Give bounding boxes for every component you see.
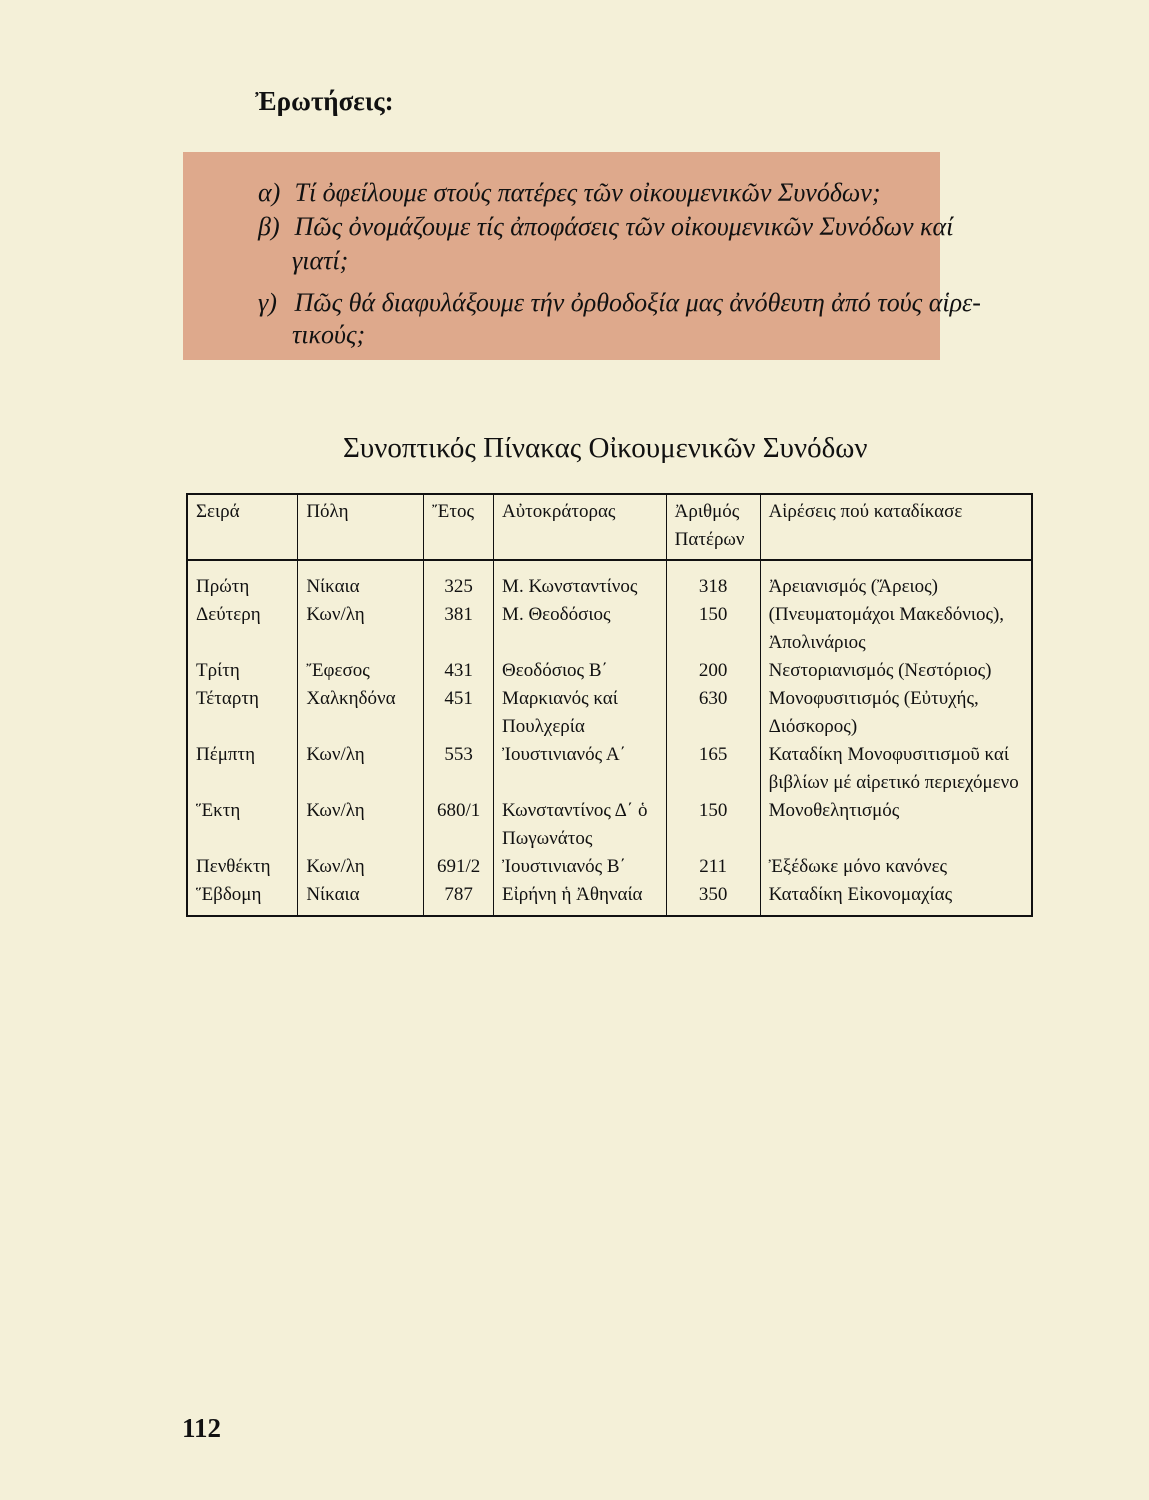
table-row xyxy=(187,797,1032,853)
question-b-label: β) xyxy=(258,212,280,241)
cell-order: Δεύτερη xyxy=(187,601,298,657)
cell-year: 451 xyxy=(424,685,494,741)
cell-city: Νίκαια xyxy=(298,560,424,601)
table-row xyxy=(187,881,1032,916)
cell-heresies: Μονοθελητισμός xyxy=(760,797,1032,853)
cell-city: Κων/λη xyxy=(298,741,424,797)
cell-fathers: 165 xyxy=(666,741,760,797)
cell-heresies: Ἐξέδωκε μόνο κανόνες xyxy=(760,853,1032,881)
cell-order: Ἕκτη xyxy=(187,797,298,853)
cell-fathers: 211 xyxy=(666,853,760,881)
cell-city: Κων/λη xyxy=(298,797,424,853)
header-order: Σειρά xyxy=(187,494,298,560)
cell-fathers: 350 xyxy=(666,881,760,916)
cell-order: Πενθέκτη xyxy=(187,853,298,881)
cell-fathers: 200 xyxy=(666,657,760,685)
table-title: Συνοπτικός Πίνακας Οἰκουμενικῶν Συνόδων xyxy=(343,432,868,464)
cell-fathers: 150 xyxy=(666,601,760,657)
cell-order: Ἕβδομη xyxy=(187,881,298,916)
table-row xyxy=(187,685,1032,741)
cell-emperor: Θεοδόσιος Β΄ xyxy=(494,657,667,685)
question-c-label: γ) xyxy=(258,288,277,317)
cell-heresies: Μονοφυσιτισμός (Εὐτυχής, Διόσκορος) xyxy=(760,685,1032,741)
question-c-text: Πῶς θά διαφυλάξουμε τήν ὀρθοδοξία μας ἀνόθευτη ἀπό τούς αἱρε- xyxy=(294,288,981,317)
cell-order: Τρίτη xyxy=(187,657,298,685)
question-a xyxy=(258,176,880,210)
cell-emperor: Μ. Κωνσταντίνος xyxy=(494,560,667,601)
cell-year: 787 xyxy=(424,881,494,916)
cell-year: 553 xyxy=(424,741,494,797)
cell-order: Πρώτη xyxy=(187,560,298,601)
cell-emperor: Μ. Θεοδόσιος xyxy=(494,601,667,657)
cell-city: Νίκαια xyxy=(298,881,424,916)
cell-emperor: Ἰουστινιανός Β΄ xyxy=(494,853,667,881)
cell-year: 381 xyxy=(424,601,494,657)
question-b-text: Πῶς ὀνομάζουμε τίς ἀποφάσεις τῶν οἰκουμενικῶν Συνόδων καί xyxy=(294,212,954,241)
header-heresies: Αἱρέσεις πού καταδίκασε xyxy=(760,494,1032,560)
cell-heresies: Νεστοριανισμός (Νεστόριος) xyxy=(760,657,1032,685)
header-emperor: Αὐτοκράτορας xyxy=(494,494,667,560)
header-city: Πόλη xyxy=(298,494,424,560)
cell-fathers: 150 xyxy=(666,797,760,853)
table-row xyxy=(187,601,1032,657)
header-fathers: Ἀριθμός Πατέρων xyxy=(666,494,760,560)
question-a-text: Τί ὀφείλουμε στούς πατέρες τῶν οἰκουμενικῶν Συνόδων; xyxy=(294,178,881,207)
cell-emperor: Ἰουστινιανός Α΄ xyxy=(494,741,667,797)
cell-year: 431 xyxy=(424,657,494,685)
question-b-continuation: γιατί; xyxy=(292,246,349,275)
cell-heresies: (Πνευματομάχοι Μακεδόνιος), Ἀπολινάριος xyxy=(760,601,1032,657)
cell-order: Πέμπτη xyxy=(187,741,298,797)
cell-heresies: Καταδίκη Μονοφυσιτισμοῦ καί βιβλίων μέ αἱρετικό περιεχόμενο xyxy=(760,741,1032,797)
cell-fathers: 318 xyxy=(666,560,760,601)
question-a-label: α) xyxy=(258,178,281,207)
table-row xyxy=(187,657,1032,685)
cell-year: 325 xyxy=(424,560,494,601)
question-b xyxy=(258,210,953,244)
cell-heresies: Ἀρειανισμός (Ἄρειος) xyxy=(760,560,1032,601)
table-row xyxy=(187,853,1032,881)
table-row xyxy=(187,741,1032,797)
councils-summary-table xyxy=(186,493,1033,917)
cell-emperor: Μαρκιανός καί Πουλχερία xyxy=(494,685,667,741)
header-year: Ἔτος xyxy=(424,494,494,560)
table-header-row xyxy=(187,494,1032,560)
cell-city: Κων/λη xyxy=(298,853,424,881)
cell-emperor: Κωνσταντίνος Δ΄ ὁ Πωγωνάτος xyxy=(494,797,667,853)
page-number: 112 xyxy=(182,1413,222,1443)
cell-city: Χαλκηδόνα xyxy=(298,685,424,741)
question-c xyxy=(258,286,981,320)
cell-order: Τέταρτη xyxy=(187,685,298,741)
cell-year: 680/1 xyxy=(424,797,494,853)
cell-city: Ἔφεσος xyxy=(298,657,424,685)
cell-emperor: Εἰρήνη ἡ Ἀθηναία xyxy=(494,881,667,916)
table-row xyxy=(187,560,1032,601)
question-c-continuation: τικούς; xyxy=(292,320,366,349)
cell-heresies: Καταδίκη Εἰκονομαχίας xyxy=(760,881,1032,916)
questions-heading: Ἐρωτήσεις: xyxy=(255,86,394,116)
cell-fathers: 630 xyxy=(666,685,760,741)
cell-city: Κων/λη xyxy=(298,601,424,657)
cell-year: 691/2 xyxy=(424,853,494,881)
